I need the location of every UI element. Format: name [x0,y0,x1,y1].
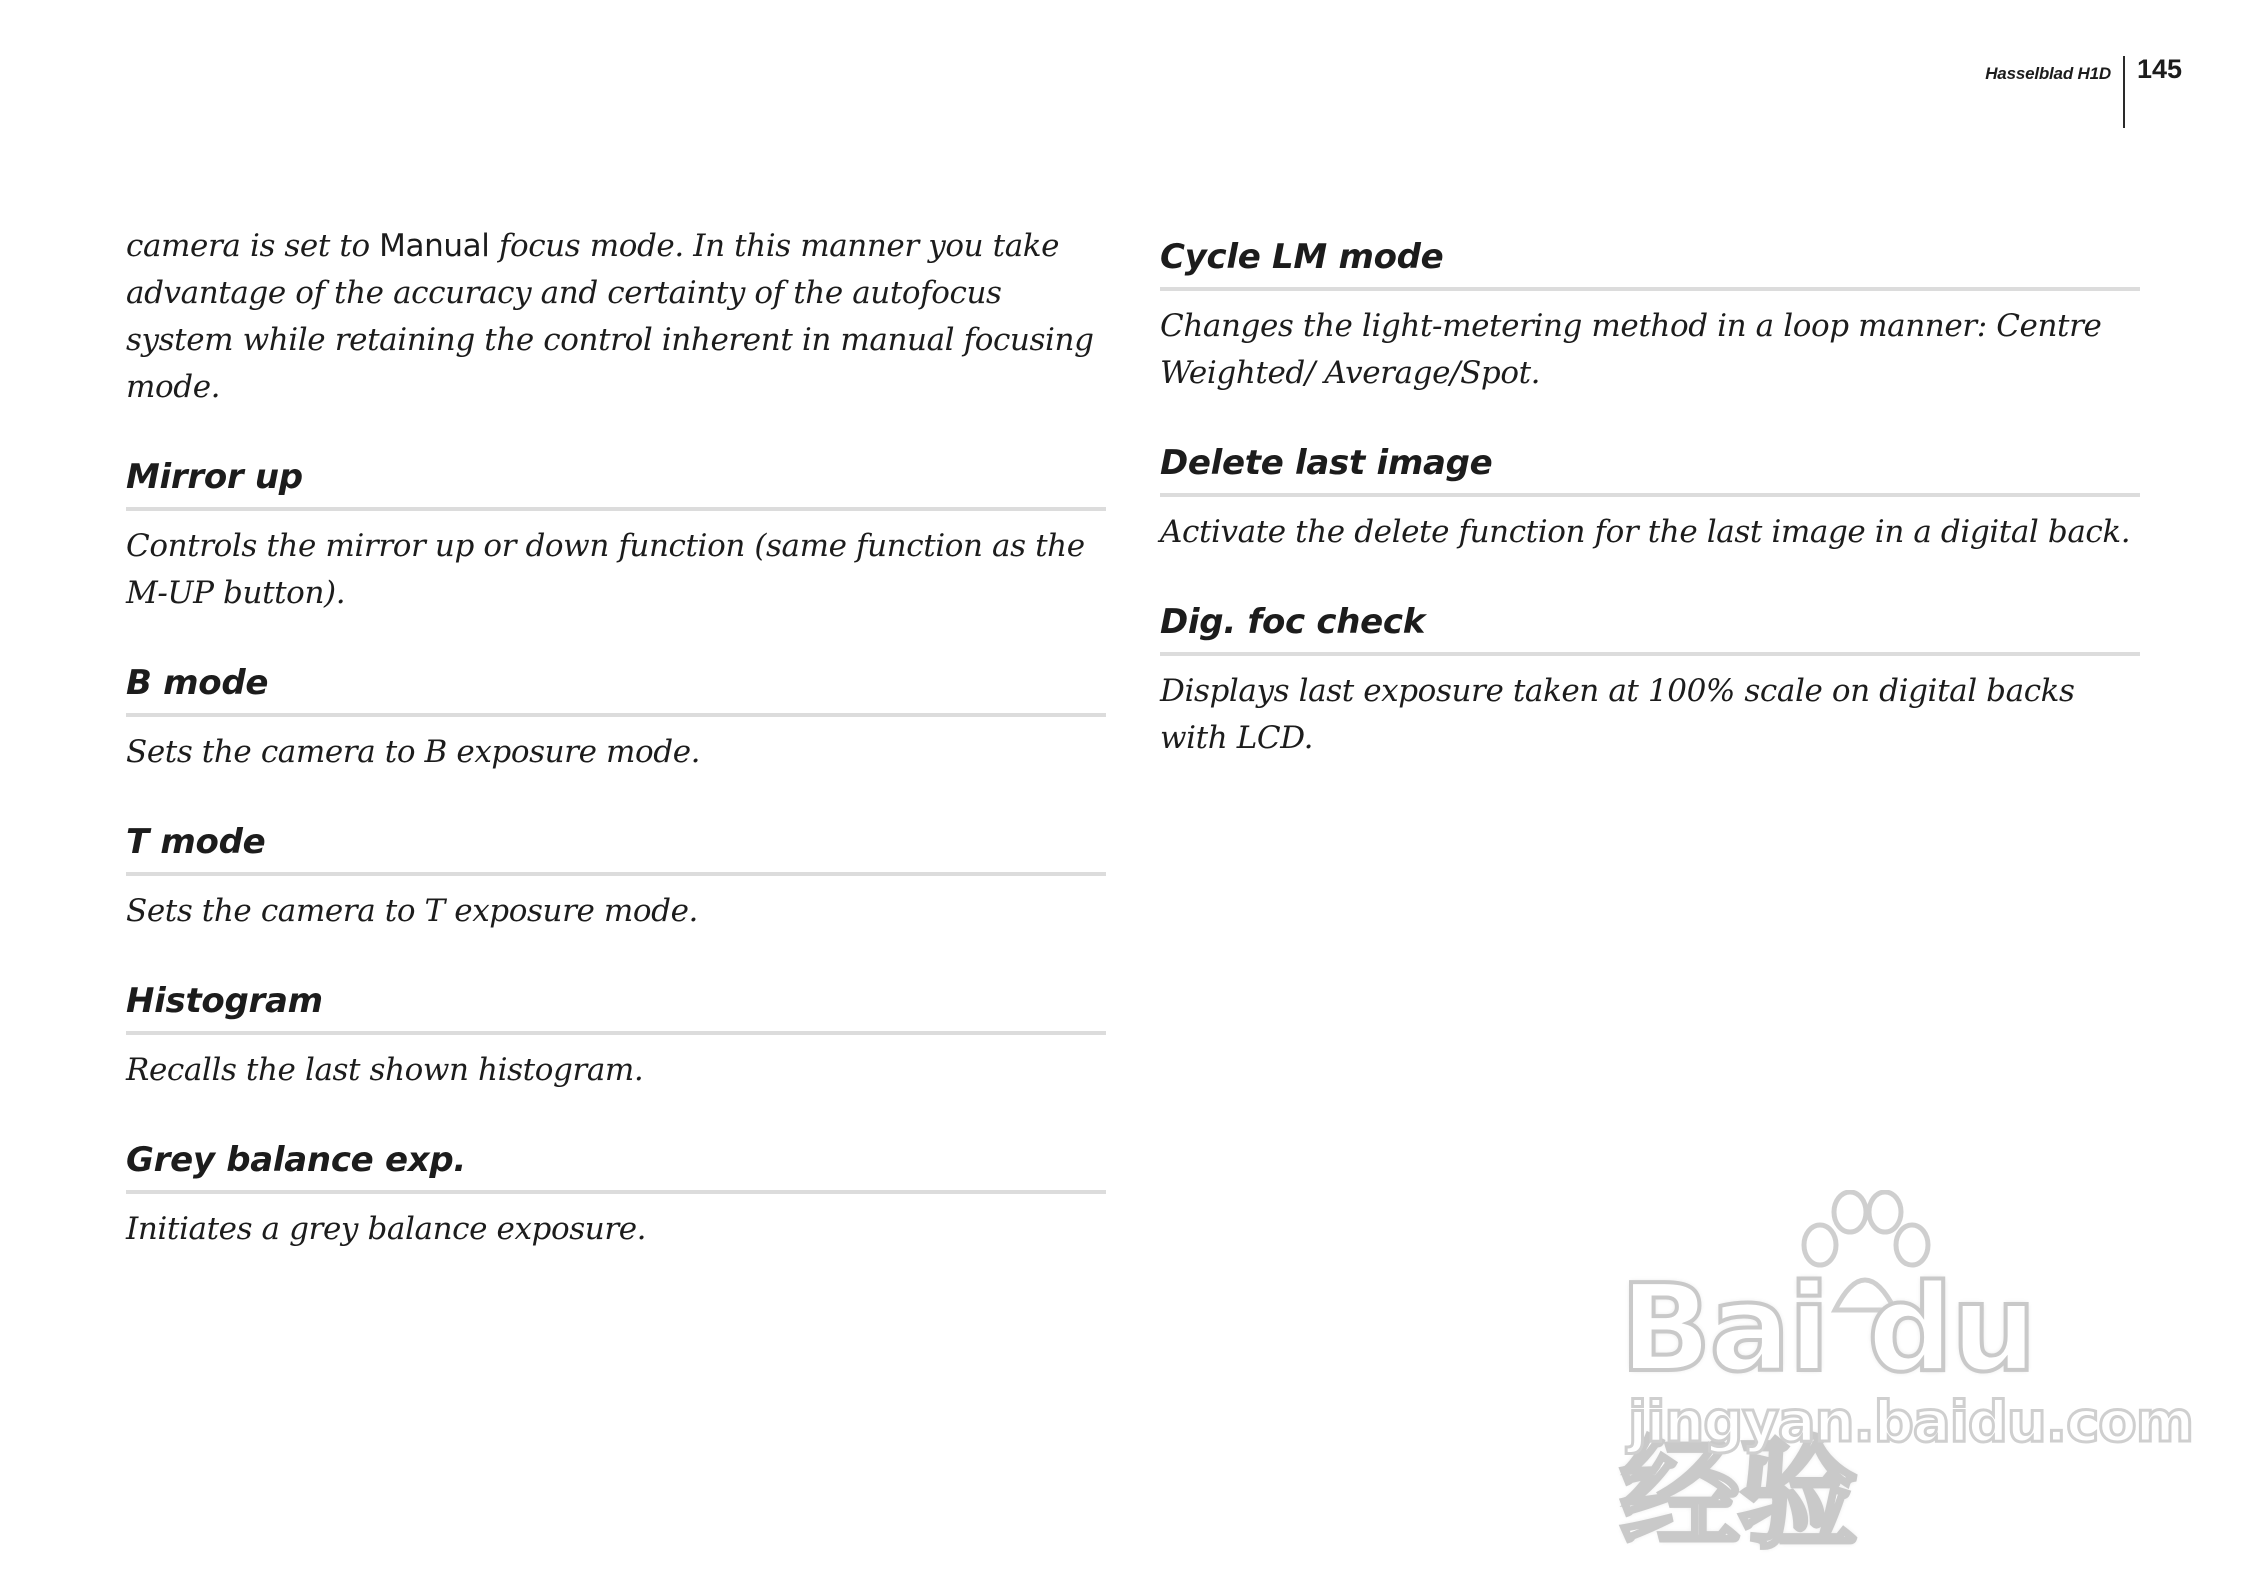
section-title: Histogram [126,979,1106,1035]
intro-paragraph [126,223,1106,411]
section-text: Sets the camera to T exposure mode. [126,893,699,929]
baidu-watermark [1620,1190,2194,1565]
section-text: Recalls the last shown histogram. [126,1052,644,1088]
section-mirror-up [126,455,1106,617]
section-histogram [126,979,1106,1094]
intro-text-after: focus mode. In this manner you take advantage of the accuracy and certainty of the autofocus system while retaining the control inherent in manual focusing mode. [126,228,1094,405]
section-text: Activate the delete function for the last image in a digital back. [1160,514,2131,550]
watermark-url: jingyan.baidu.com [1628,1390,2194,1455]
section-text: Initiates a grey balance exposure. [126,1211,647,1247]
left-column [126,223,1106,1253]
right-column [1160,235,2140,762]
brand-name: Hasselblad H1D [1985,64,2111,83]
section-grey-balance [126,1138,1106,1253]
intro-text-before: camera is set to [126,228,380,264]
section-text: Sets the camera to B exposure mode. [126,734,701,770]
section-title: T mode [126,820,1106,876]
section-title: Grey balance exp. [126,1138,1106,1194]
section-text: Changes the light-metering method in a loop manner: Centre Weighted/ Average/Spot. [1160,308,2102,391]
section-title: Dig. foc check [1160,600,2140,656]
page-number: 145 [2136,54,2182,84]
section-title: Mirror up [126,455,1106,511]
page-header [1985,56,2182,128]
watermark-main: Bai du 经验 [1620,1260,2035,1565]
section-b-mode [126,661,1106,776]
intro-highlight: Manual [379,228,490,264]
section-dig-foc-check [1160,600,2140,762]
section-title: Cycle LM mode [1160,235,2140,291]
section-text: Controls the mirror up or down function (same function as the M-UP button). [126,528,1085,611]
section-title: B mode [126,661,1106,717]
section-title: Delete last image [1160,441,2140,497]
section-cycle-lm-mode [1160,235,2140,397]
section-t-mode [126,820,1106,935]
section-delete-last-image [1160,441,2140,556]
section-text: Displays last exposure taken at 100% scale on digital backs with LCD. [1160,673,2075,756]
